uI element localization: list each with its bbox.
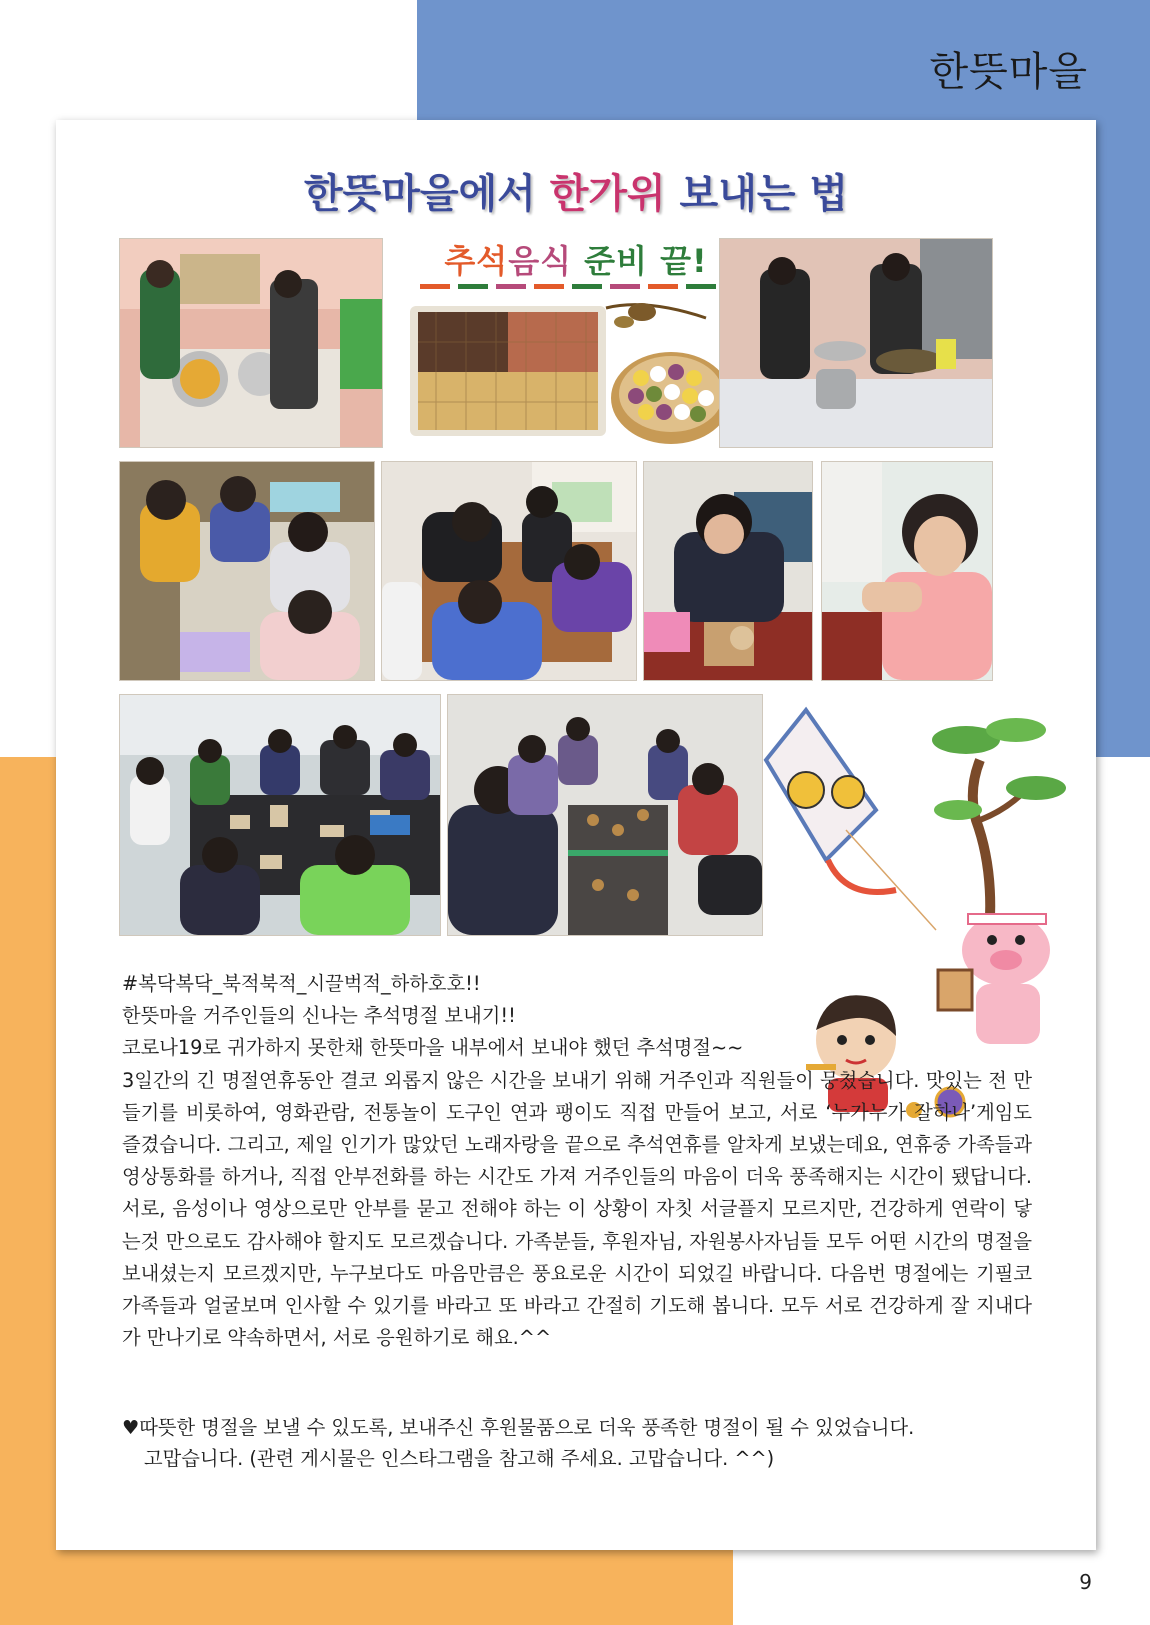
article-card (56, 120, 1096, 1550)
photo-craft-boy (643, 461, 813, 681)
food-prep-graphic (406, 236, 746, 454)
kite-icon (766, 710, 936, 930)
photo-craft-woman (821, 461, 993, 681)
hashtag-line: #복닥복닥_북적북적_시끌벅적_하하호호!! (122, 972, 481, 995)
food-banner (406, 236, 746, 282)
photo-cooking-jeon (119, 238, 383, 448)
food-banner-stripes (420, 284, 732, 289)
title-part-2: 한가위 (549, 171, 666, 217)
food-banner-part-2: 음식 (508, 242, 573, 280)
photo-craft-group-1 (119, 461, 375, 681)
title-part-1: 한뜻마을에서 (303, 171, 550, 217)
photo-cooking-staff (719, 238, 993, 448)
title-part-3: 보내는 법 (665, 171, 849, 217)
page-number: 9 (1079, 1570, 1092, 1594)
section-title: 한뜻마을 (929, 49, 1088, 95)
article-body (122, 968, 1032, 1354)
photo-craft-group-2 (381, 461, 637, 681)
photo-game-table-1 (119, 694, 441, 936)
thanks-note (122, 1412, 1032, 1474)
food-banner-part-1: 추석 (444, 242, 509, 280)
photo-game-table-2 (447, 694, 763, 936)
food-illustration (406, 298, 746, 448)
body-paragraph: 3일간의 긴 명절연휴동안 결코 외롭지 않은 시간을 보내기 위해 거주인과 직원들이 뭉쳤습니다. 맛있는 전 만들기를 비롯하여, 영화관람, 전통놀이 도구인 연과 팽이도 직접 만들어 보고, 서로 ‘누가누가 잘하나’게임도 즐겼습니다. 그리고, 제일 인기가 많았던 노래자랑을 끝으로 추석연휴를 알차게 보냈는데요, 연휴중 가족들과 영상통화를 하거나, 직접 안부전화를 하는 시간도 가져 거주인들의 마음이 더욱 풍족해지는 시간이 됐답니다. 서로, 음성이나 영상으로만 안부를 묻고 전해야 하는 이 상황이 자칫 서글플지 모르지만, 건강하게 연락이 닿는것 만으로도 감사해야 할지도 모르겠습니다. 가족분들, 후원자님, 자원봉사자님들 모두 어떤 시간의 명절을 보내셨는지 모르겠지만, 누구보다도 마음만큼은 풍요로운 시간이 되었길 바랍니다. 다음번 명절에는 기필코 가족들과 얼굴보며 인사할 수 있기를 바라고 또 바라고 간절히 기도해 봅니다. 모두 서로 건강하게 잘 지내다가 만나기로 약속하면서, 서로 응원하기로 해요.^^ (122, 1068, 1032, 1350)
article-title (56, 162, 1096, 219)
subtitle-line: 한뜻마을 거주인들의 신나는 추석명절 보내기!! (122, 1004, 516, 1028)
food-banner-part-3: 준비 끝! (572, 242, 708, 280)
thanks-line-1: ♥따뜻한 명절을 보낼 수 있도록, 보내주신 후원물품으로 더욱 풍족한 명절이 될 수 있었습니다. (122, 1416, 915, 1439)
thanks-line-2: 고맙습니다. (관련 게시물은 인스타그램을 참고해 주세요. 고맙습니다. ^^) (144, 1447, 775, 1470)
intro-line: 코로나19로 귀가하지 못한채 한뜻마을 내부에서 보내야 했던 추석명절~~ (122, 1036, 744, 1060)
